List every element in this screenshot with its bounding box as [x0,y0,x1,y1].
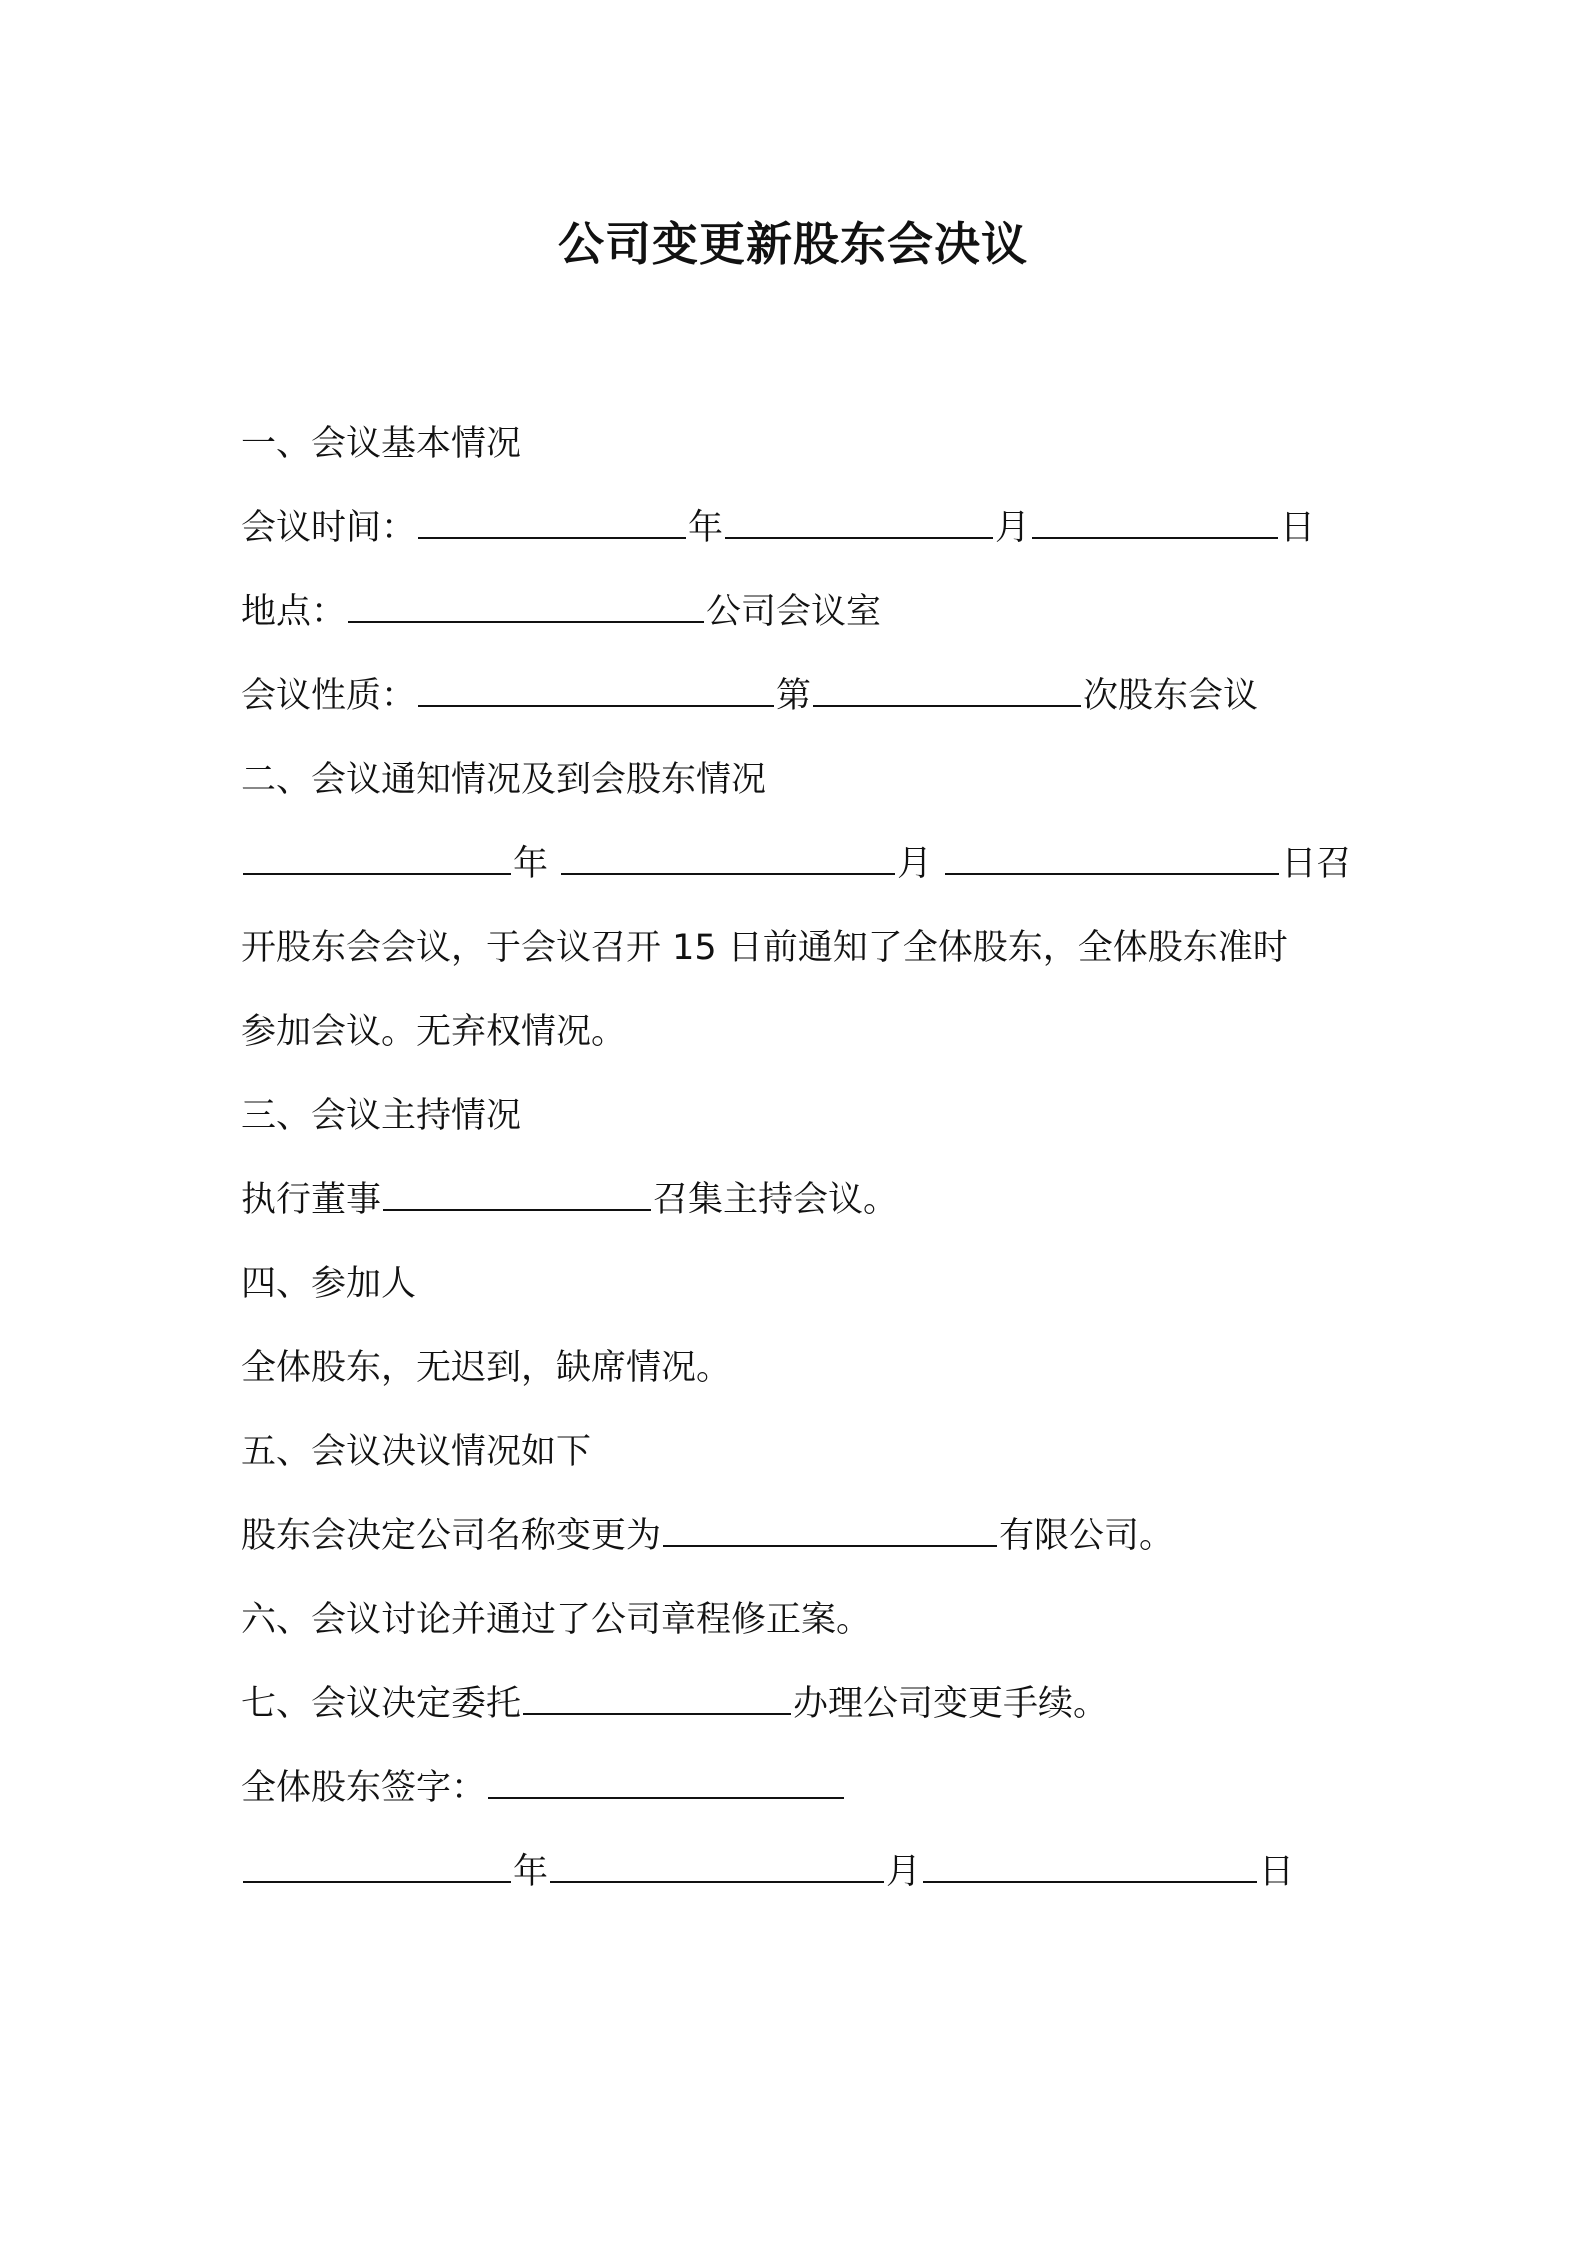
end-year-label: 年 [513,1852,549,1892]
section-2-text-line-3: 参加会议。无弃权情况。 [241,1012,627,1052]
end-day-label: 日 [1259,1852,1295,1892]
place-line [241,586,1386,638]
meeting-nature-di: 第 [776,676,812,716]
day-zhao-label: 日召 [1281,844,1352,884]
meeting-number-blank [813,671,1081,707]
notice-year-blank [243,839,511,875]
signature-label: 全体股东签字： [241,1768,487,1808]
section-5-text [241,1510,1386,1562]
end-date-line [241,1846,1386,1898]
section-7-text [241,1678,1386,1730]
meeting-nature-blank [418,671,774,707]
signature-blank [488,1763,844,1799]
section-4-text: 全体股东，无迟到，缺席情况。 [241,1348,732,1388]
section-2-text-line-2: 开股东会会议，于会议召开 15 日前通知了全体股东，全体股东准时 [241,928,1288,968]
meeting-time-label: 会议时间： [241,508,417,548]
executive-director-label: 执行董事 [241,1180,382,1220]
day-label: 日 [1280,508,1316,548]
end-month-label: 月 [886,1852,922,1892]
company-name-label: 股东会决定公司名称变更为 [241,1516,662,1556]
end-month-blank [550,1847,884,1883]
meeting-day-blank [1032,503,1278,539]
entrust-suffix: 办理公司变更手续。 [793,1684,1109,1724]
place-blank [348,587,704,623]
section-3-text [241,1174,1386,1226]
section-2-heading: 二、会议通知情况及到会股东情况 [241,760,767,800]
meeting-year-blank [418,503,686,539]
section-6-text: 六、会议讨论并通过了公司章程修正案。 [241,1600,872,1640]
notice-day-blank [945,839,1279,875]
month-label: 月 [897,844,933,884]
end-day-blank [923,1847,1257,1883]
place-label: 地点： [241,592,347,632]
meeting-nature-line [241,670,1386,722]
signature-line [241,1762,1386,1814]
company-name-suffix: 有限公司。 [999,1516,1175,1556]
section-2-date-line [241,838,1386,890]
entrusted-person-blank [523,1679,791,1715]
section-1-heading: 一、会议基本情况 [241,424,522,464]
section-3-heading: 三、会议主持情况 [241,1096,522,1136]
host-suffix: 召集主持会议。 [653,1180,899,1220]
year-label: 年 [688,508,724,548]
meeting-nature-label: 会议性质： [241,676,417,716]
company-name-blank [663,1511,997,1547]
meeting-month-blank [725,503,993,539]
end-year-blank [243,1847,511,1883]
executive-director-blank [383,1175,651,1211]
meeting-nature-suffix: 次股东会议 [1083,676,1259,716]
notice-month-blank [561,839,895,875]
meeting-time-line [241,502,1386,554]
year-label: 年 [513,844,549,884]
month-label: 月 [995,508,1031,548]
place-suffix: 公司会议室 [706,592,882,632]
section-4-heading: 四、参加人 [241,1264,417,1304]
section-5-heading: 五、会议决议情况如下 [241,1432,592,1472]
entrust-label: 七、会议决定委托 [241,1684,522,1724]
document-title: 公司变更新股东会决议 [558,217,1028,271]
